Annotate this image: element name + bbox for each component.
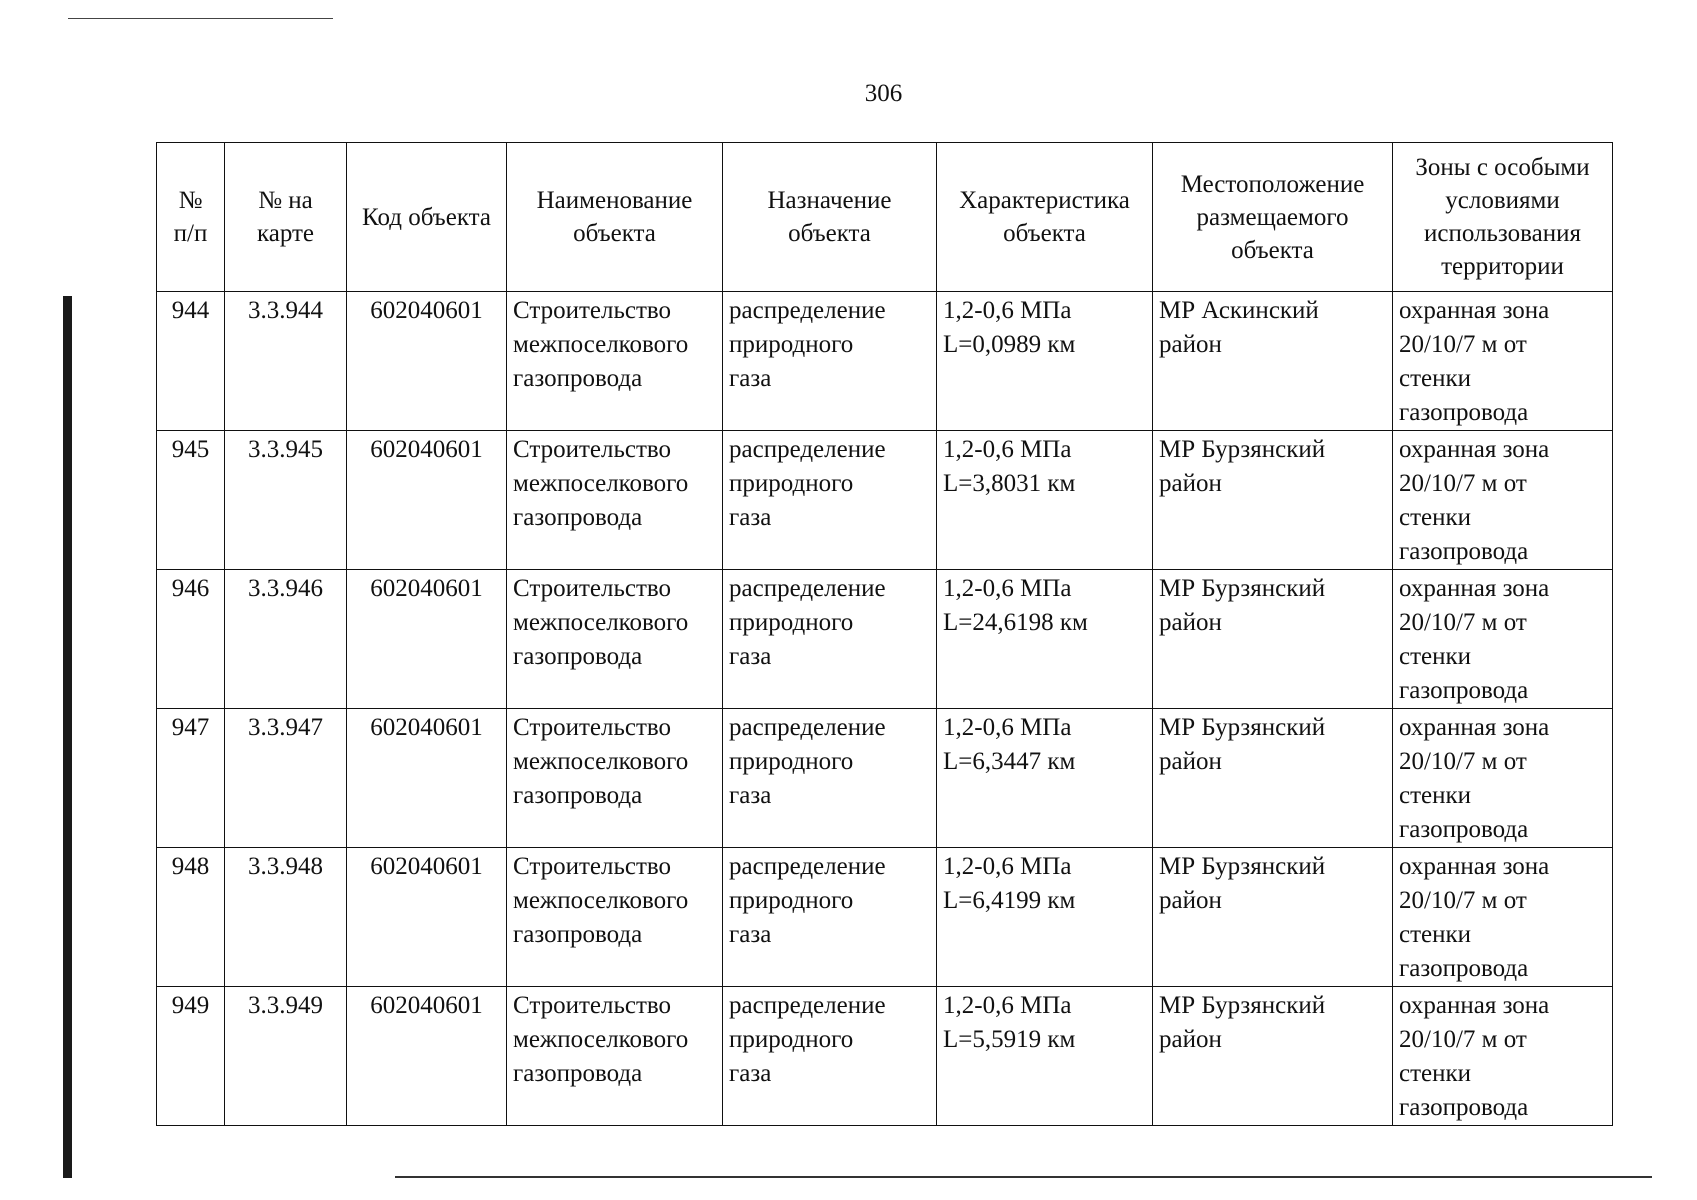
cell-line: 20/10/7 м от: [1399, 887, 1527, 914]
cell-object-code: 602040601: [347, 570, 507, 709]
cell-object-characteristic: [937, 570, 1153, 709]
cell-line: стенки: [1399, 504, 1472, 531]
cell-object-code: 602040601: [347, 709, 507, 848]
header-line: объекта: [1003, 220, 1086, 247]
cell-map-number: 3.3.945: [225, 431, 347, 570]
cell-object-name: [507, 431, 723, 570]
cell-object-purpose: [723, 848, 937, 987]
header-line: объекта: [573, 220, 656, 247]
objects-table: [156, 142, 1613, 1126]
header-line: п/п: [173, 220, 208, 247]
cell-object-name: [507, 987, 723, 1126]
cell-special-zones: [1393, 292, 1613, 431]
cell-line: район: [1159, 887, 1222, 914]
cell-line: охранная зона: [1399, 992, 1550, 1019]
cell-line: 1,2-0,6 МПа: [943, 714, 1072, 741]
header-line: размещаемого: [1196, 203, 1349, 231]
cell-object-purpose: [723, 292, 937, 431]
cell-object-purpose: [723, 570, 937, 709]
cell-line: газопровода: [513, 643, 643, 670]
cell-object-location: [1153, 570, 1393, 709]
table-row: [157, 709, 1613, 848]
cell-object-location: [1153, 431, 1393, 570]
cell-line: распределение: [729, 714, 886, 741]
cell-line: газа: [729, 921, 772, 948]
cell-line: газопровода: [1399, 1094, 1529, 1121]
header-line: условиями: [1445, 187, 1560, 214]
cell-row-number: 949: [157, 987, 225, 1126]
cell-object-name: [507, 292, 723, 431]
cell-map-number: 3.3.944: [225, 292, 347, 431]
cell-line: газопровода: [513, 504, 643, 531]
cell-object-code: 602040601: [347, 848, 507, 987]
scan-artifact-bottom-line: [395, 1176, 1652, 1178]
cell-line: межпоселкового: [513, 331, 689, 358]
cell-line: 1,2-0,6 МПа: [943, 853, 1072, 880]
cell-line: МР Бурзянский: [1159, 853, 1326, 880]
cell-line: район: [1159, 748, 1222, 775]
cell-line: природного: [729, 470, 854, 497]
header-line: объекта: [788, 220, 871, 247]
cell-line: L=24,6198 км: [943, 609, 1088, 636]
cell-line: 20/10/7 м от: [1399, 1026, 1527, 1053]
cell-line: природного: [729, 1026, 854, 1053]
cell-line: охранная зона: [1399, 714, 1550, 741]
cell-line: МР Бурзянский: [1159, 575, 1326, 602]
cell-line: газа: [729, 782, 772, 809]
cell-line: газопровода: [1399, 816, 1529, 843]
cell-line: межпоселкового: [513, 609, 689, 636]
cell-map-number: 3.3.948: [225, 848, 347, 987]
cell-line: охранная зона: [1399, 853, 1550, 880]
header-line: Код объекта: [362, 203, 491, 231]
table-row: [157, 987, 1613, 1126]
table-row: [157, 848, 1613, 987]
cell-object-location: [1153, 709, 1393, 848]
header-map-number: [225, 143, 347, 292]
header-line: № на: [258, 187, 313, 214]
cell-row-number: 944: [157, 292, 225, 431]
cell-line: стенки: [1399, 782, 1472, 809]
header-special-zones: [1393, 143, 1613, 292]
cell-row-number: 945: [157, 431, 225, 570]
cell-map-number: 3.3.946: [225, 570, 347, 709]
cell-line: охранная зона: [1399, 436, 1550, 463]
cell-row-number: 948: [157, 848, 225, 987]
cell-line: стенки: [1399, 365, 1472, 392]
cell-object-location: [1153, 848, 1393, 987]
cell-object-purpose: [723, 431, 937, 570]
header-line: использования: [1424, 220, 1581, 247]
header-object-purpose: [723, 143, 937, 292]
header-object-characteristic: [937, 143, 1153, 292]
cell-line: межпоселкового: [513, 470, 689, 497]
table-row: [157, 570, 1613, 709]
cell-object-location: [1153, 987, 1393, 1126]
cell-line: межпоселкового: [513, 748, 689, 775]
cell-line: распределение: [729, 297, 886, 324]
cell-line: МР Бурзянский: [1159, 992, 1326, 1019]
cell-object-characteristic: [937, 292, 1153, 431]
scan-artifact-left-bar: [63, 296, 72, 1178]
cell-map-number: 3.3.949: [225, 987, 347, 1126]
header-line: территории: [1441, 253, 1564, 280]
header-row-number: [157, 143, 225, 292]
cell-line: газа: [729, 504, 772, 531]
cell-line: межпоселкового: [513, 887, 689, 914]
cell-object-code: 602040601: [347, 431, 507, 570]
header-line: карте: [256, 220, 315, 247]
cell-object-purpose: [723, 987, 937, 1126]
cell-line: Строительство: [513, 714, 672, 741]
cell-object-characteristic: [937, 848, 1153, 987]
cell-line: природного: [729, 331, 854, 358]
cell-object-code: 602040601: [347, 292, 507, 431]
cell-line: L=3,8031 км: [943, 470, 1076, 497]
header-object-code: [347, 143, 507, 292]
cell-object-location: [1153, 292, 1393, 431]
cell-line: Строительство: [513, 297, 672, 324]
table-header-row: [157, 143, 1613, 292]
header-line: Зоны с особыми: [1415, 154, 1590, 181]
cell-line: стенки: [1399, 643, 1472, 670]
scan-artifact-top-line: [68, 18, 333, 19]
cell-special-zones: [1393, 987, 1613, 1126]
table-row: [157, 292, 1613, 431]
cell-line: Строительство: [513, 853, 672, 880]
cell-object-name: [507, 570, 723, 709]
cell-line: природного: [729, 748, 854, 775]
cell-line: 1,2-0,6 МПа: [943, 992, 1072, 1019]
cell-row-number: 946: [157, 570, 225, 709]
cell-line: распределение: [729, 992, 886, 1019]
cell-line: МР Аскинский: [1159, 297, 1319, 324]
cell-line: стенки: [1399, 1060, 1472, 1087]
cell-map-number: 3.3.947: [225, 709, 347, 848]
table-body: [157, 292, 1613, 1126]
header-object-location: [1153, 143, 1393, 292]
cell-line: газа: [729, 643, 772, 670]
cell-line: район: [1159, 470, 1222, 497]
cell-line: природного: [729, 887, 854, 914]
cell-line: газопровода: [513, 365, 643, 392]
cell-special-zones: [1393, 848, 1613, 987]
cell-object-characteristic: [937, 709, 1153, 848]
cell-line: МР Бурзянский: [1159, 714, 1326, 741]
cell-line: район: [1159, 609, 1222, 636]
cell-line: L=6,4199 км: [943, 887, 1076, 914]
cell-line: МР Бурзянский: [1159, 436, 1326, 463]
cell-line: газопровода: [1399, 955, 1529, 982]
cell-line: L=6,3447 км: [943, 748, 1076, 775]
cell-line: природного: [729, 609, 854, 636]
cell-line: газопровода: [1399, 399, 1529, 426]
cell-line: 1,2-0,6 МПа: [943, 436, 1072, 463]
cell-line: Строительство: [513, 436, 672, 463]
header-line: Наименование: [536, 187, 693, 214]
cell-line: район: [1159, 331, 1222, 358]
header-line: Характеристика: [959, 187, 1130, 214]
cell-object-purpose: [723, 709, 937, 848]
cell-line: газа: [729, 365, 772, 392]
cell-line: район: [1159, 1026, 1222, 1053]
table-row: [157, 431, 1613, 570]
cell-line: 20/10/7 м от: [1399, 748, 1527, 775]
cell-line: охранная зона: [1399, 297, 1550, 324]
header-object-name: [507, 143, 723, 292]
cell-line: распределение: [729, 853, 886, 880]
cell-line: 20/10/7 м от: [1399, 331, 1527, 358]
cell-line: газопровода: [513, 782, 643, 809]
cell-line: охранная зона: [1399, 575, 1550, 602]
header-line: объекта: [1231, 236, 1314, 264]
cell-line: газопровода: [1399, 538, 1529, 565]
cell-line: 1,2-0,6 МПа: [943, 297, 1072, 324]
cell-object-name: [507, 848, 723, 987]
cell-special-zones: [1393, 709, 1613, 848]
page-number: 306: [864, 80, 903, 107]
cell-line: газа: [729, 1060, 772, 1087]
cell-special-zones: [1393, 570, 1613, 709]
cell-line: 20/10/7 м от: [1399, 470, 1527, 497]
cell-object-characteristic: [937, 987, 1153, 1126]
header-line: №: [178, 187, 203, 214]
cell-line: 1,2-0,6 МПа: [943, 575, 1072, 602]
cell-line: газопровода: [513, 921, 643, 948]
cell-object-name: [507, 709, 723, 848]
cell-line: распределение: [729, 575, 886, 602]
cell-line: газопровода: [513, 1060, 643, 1087]
header-line: Назначение: [767, 187, 892, 214]
cell-object-code: 602040601: [347, 987, 507, 1126]
cell-line: межпоселкового: [513, 1026, 689, 1053]
cell-line: распределение: [729, 436, 886, 463]
cell-line: 20/10/7 м от: [1399, 609, 1527, 636]
cell-line: стенки: [1399, 921, 1472, 948]
cell-line: L=0,0989 км: [943, 331, 1076, 358]
cell-line: Строительство: [513, 992, 672, 1019]
cell-line: L=5,5919 км: [943, 1026, 1076, 1053]
cell-special-zones: [1393, 431, 1613, 570]
cell-line: Строительство: [513, 575, 672, 602]
cell-line: газопровода: [1399, 677, 1529, 704]
header-line: Местоположение: [1180, 170, 1365, 198]
cell-object-characteristic: [937, 431, 1153, 570]
cell-row-number: 947: [157, 709, 225, 848]
